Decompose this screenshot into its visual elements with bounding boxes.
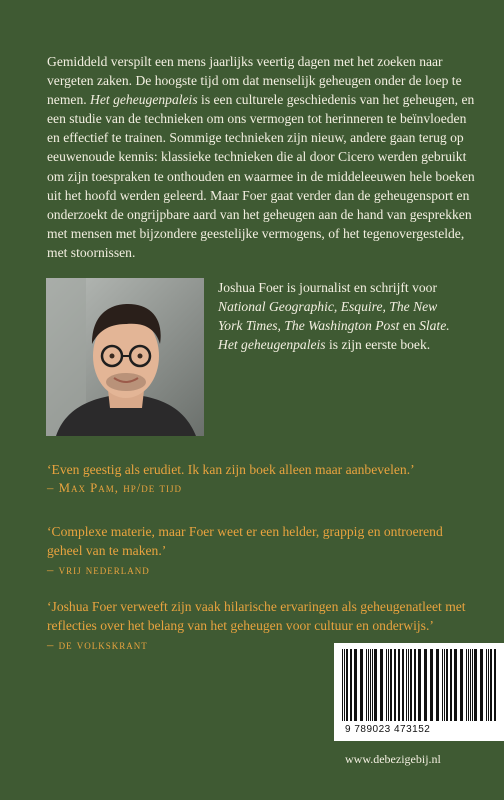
barcode-bar [494,649,496,721]
barcode-bar [398,649,400,721]
barcode-bar [446,649,448,721]
bio-intro: Joshua Foer is journalist en schrijft voor [218,280,437,295]
barcode-bar [346,649,348,721]
barcode-bar [424,649,427,721]
quote-text: ‘Even geestig als erudiet. Ik kan zijn boek alleen maar aanbevelen.’ [47,462,415,477]
barcode-bar [442,649,443,721]
barcode-bar [436,649,439,721]
isbn-number: 9 789023 473152 [345,724,431,735]
barcode-bar [408,649,409,721]
isbn-barcode [334,643,504,723]
barcode-bar [418,649,421,721]
barcode-bar [354,649,357,721]
barcode-bar [486,649,487,721]
author-photo [46,278,204,436]
barcode-bar [460,649,463,721]
blurb-text-1: Gemiddeld verspilt een mens jaarlijks veertig dagen met het zoeken naar vergeten zaken. De hoogste tijd om dat menselijk geheugen onder de loep te nemen. [47,54,462,108]
barcode-bar [390,649,392,721]
barcode-bar [490,649,492,721]
bio-publications-2: Slate. Het geheugenpaleis [218,318,450,353]
barcode-bar [360,649,363,721]
barcode-bar [488,649,489,721]
barcode-bar [454,649,457,721]
barcode-bar [374,649,377,721]
barcode-bar [386,649,387,721]
barcode-bar [480,649,483,721]
barcode-bar [350,649,352,721]
author-portrait-image [46,278,204,436]
publisher-website: www.debezigebij.nl [345,752,441,766]
blurb-text-2: is een culturele geschiedenis van het geheugen, en een studie van de technieken om ons vermogen tot herinneren te beïnvloeden en effectief te trainen. Sommige technieken zijn nieuw, andere gaan terug op eeuwenoude kennis: klassieke technieken die al door Cicero werden gebruikt om zijn toespraken te onthouden en waarmee in de middeleeuwen hele boeken uit het hoofd werden geleerd. Maar Foer gaat verder dan de geheugensport en onderzoekt de ongrijpbare aard van het geheugen aan de hand van gesprekken met mensen met bijzondere geestelijke vermogens, of het tegenovergestelde, met stoornissen. [47,92,475,260]
review-quote-1 [47,460,477,499]
bio-mid: en [399,318,420,334]
barcode-bar [370,649,371,721]
barcode-bar [344,649,345,721]
barcode-bar [450,649,452,721]
barcode-bar [342,649,343,721]
barcode-bar [388,649,389,721]
blurb-book-title: Het geheugenpaleis [90,92,198,108]
barcode-bar [368,649,369,721]
barcode-bar [444,649,445,721]
quote-source: – vrij nederland [47,562,150,577]
barcode-bar [470,649,471,721]
barcode-bar [372,649,373,721]
barcode-bar [474,649,477,721]
barcode-bar [406,649,407,721]
blurb-paragraph [47,52,475,262]
barcode-bar [380,649,383,721]
barcode-bar [394,649,396,721]
barcode-bar [472,649,473,721]
quote-text: ‘Complexe materie, maar Foer weet er een helder, grappig en ontroerend geheel van te maken.’ [47,524,443,559]
barcode-bar [410,649,412,721]
barcode-bar [430,649,433,721]
bio-end: is zijn eerste boek. [325,337,431,353]
review-quote-2 [47,522,477,580]
author-bio [218,278,454,354]
quote-text: ‘Joshua Foer verweeft zijn vaak hilarische ervaringen als geheugenatleet met reflecties over het belang van het geheugen voor cultuur en onderwijs.’ [47,599,466,634]
barcode-bar [366,649,367,721]
barcode-bar [468,649,469,721]
quote-source: – Max Pam, hp/de tijd [47,481,182,496]
barcode-bar [402,649,404,721]
barcode-bar [414,649,416,721]
barcode-bar [466,649,467,721]
bio-publications-1: National Geographic, Esquire, The New York Times, The Washington Post [218,299,438,334]
quote-source: – de volkskrant [47,637,148,652]
